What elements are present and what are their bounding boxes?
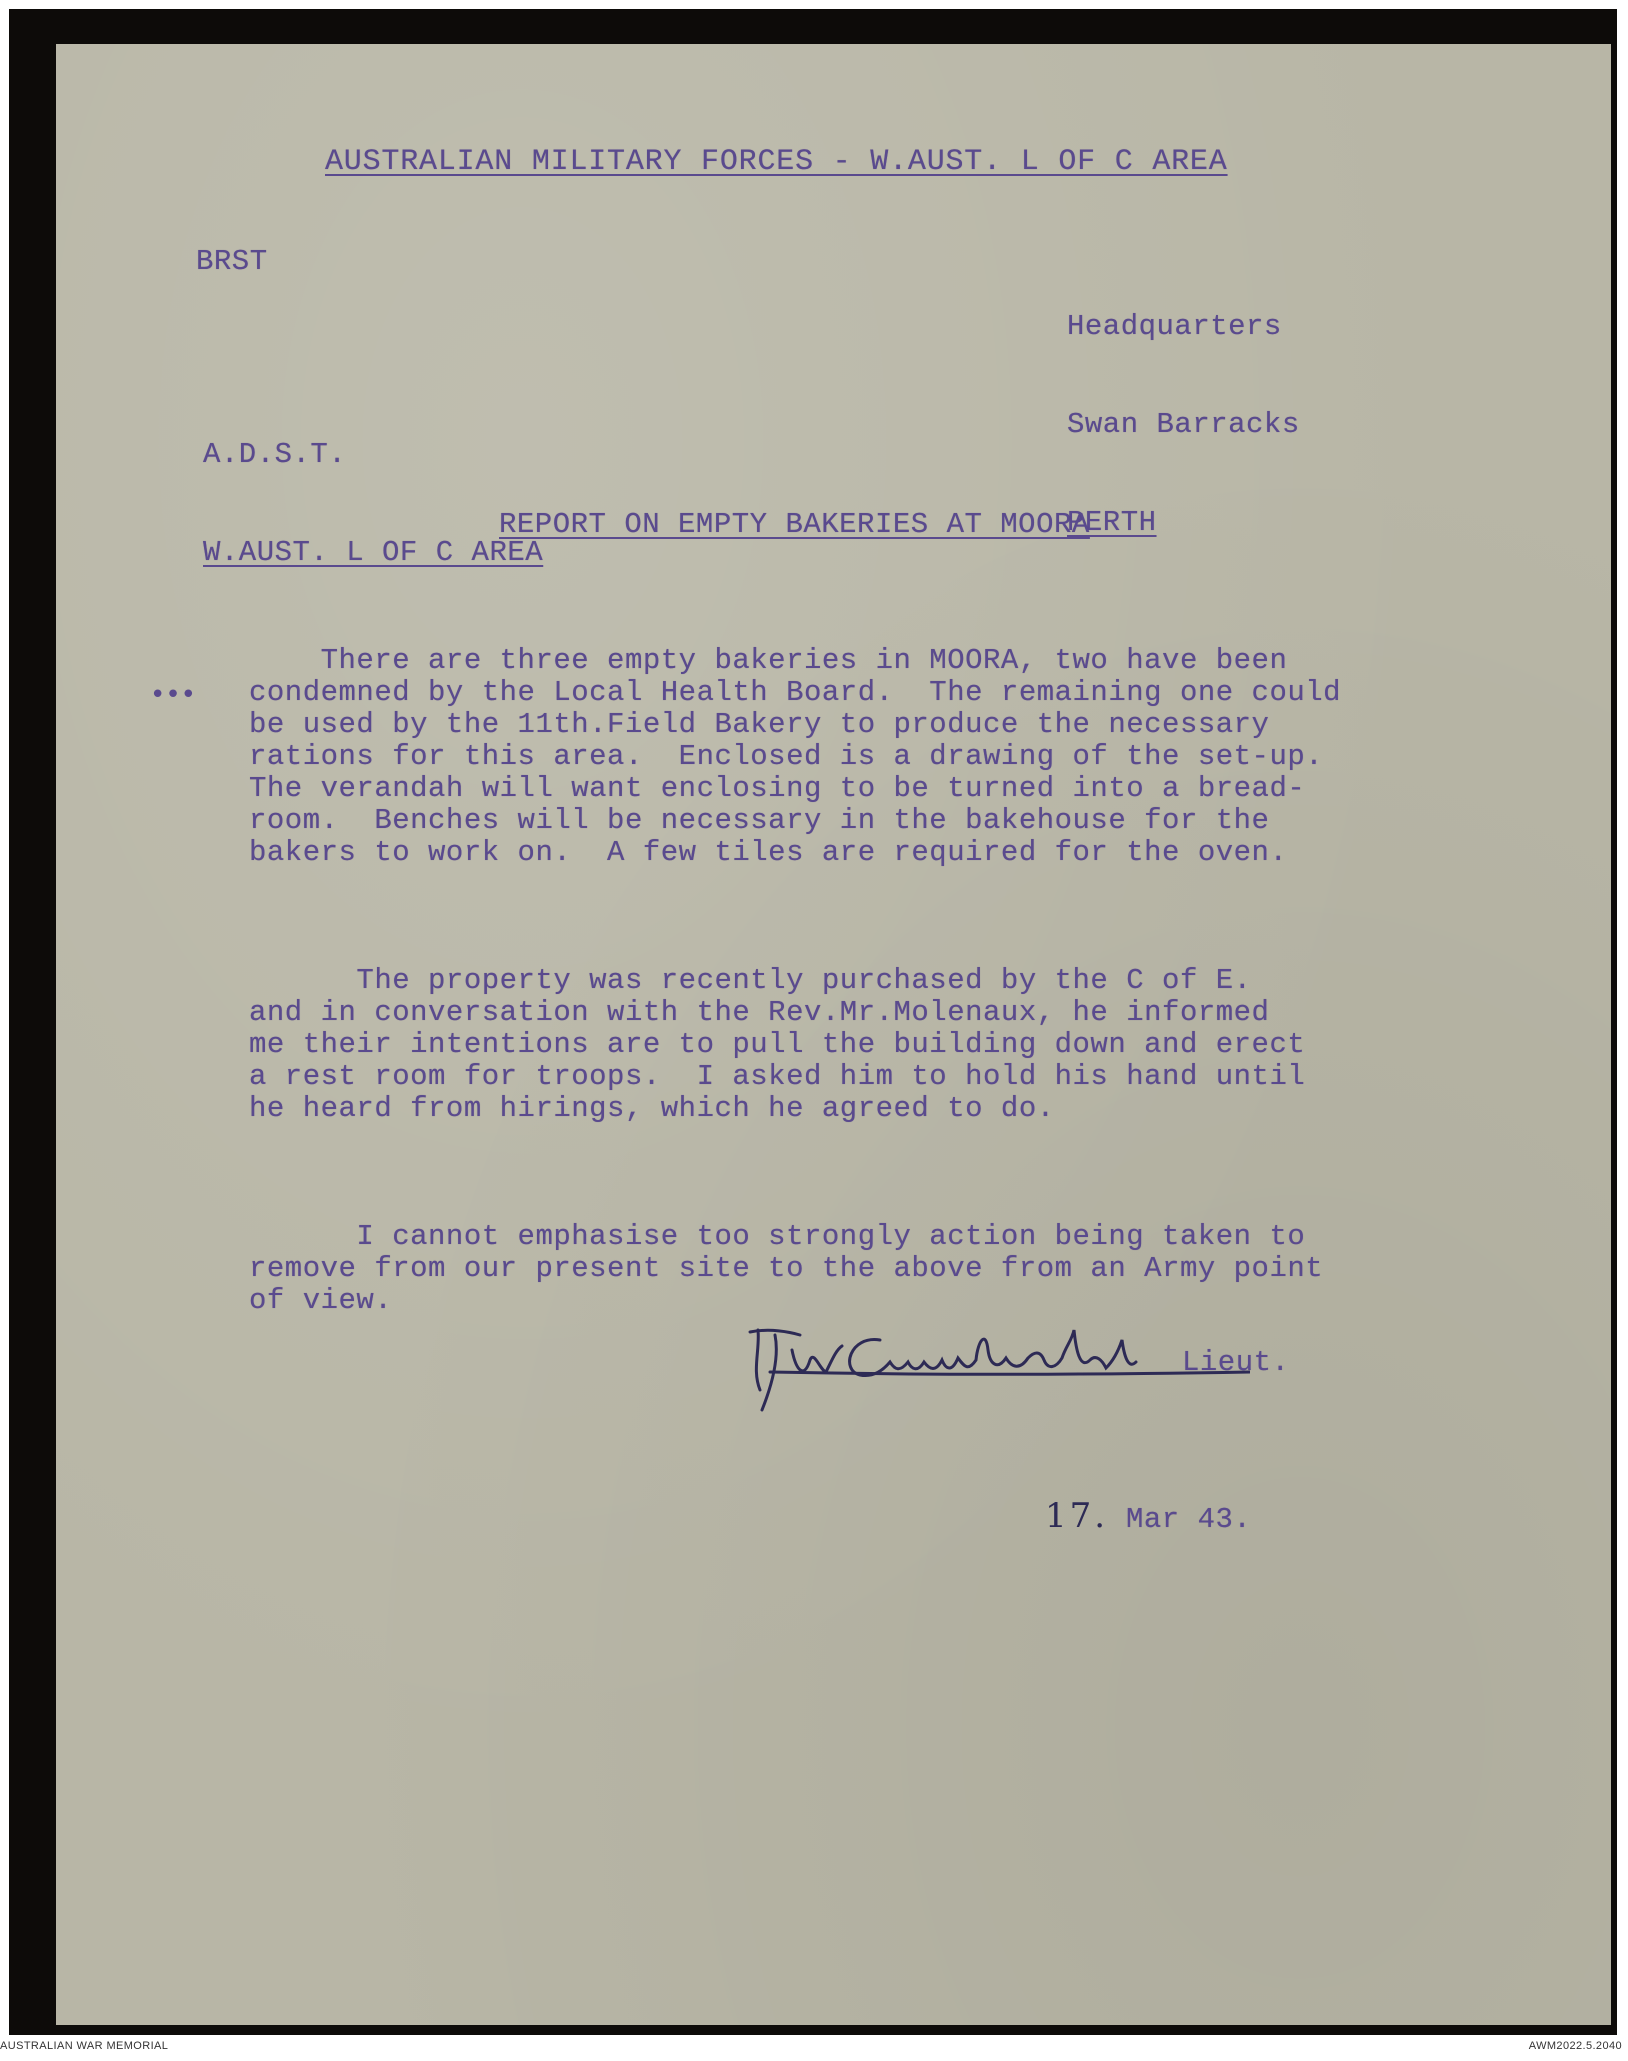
report-title: REPORT ON EMPTY BAKERIES AT MOORA: [499, 508, 1090, 541]
signatory-rank: Lieut.: [1182, 1346, 1290, 1379]
recipient-block: [203, 374, 543, 602]
letterhead: AUSTRALIAN MILITARY FORCES - W.AUST. L OF C AREA: [325, 145, 1228, 179]
paragraph-1: There are three empty bakeries in MOORA, two have been condemned by the Local Health Board. The remaining one could be used by the 11th.Field Bakery to produce the necessary rations for this area. Enclosed is a drawing of the set-up. The verandah will want enclosing to be turned into a bread- room. Benches will be necessary in the bakehouse for the bakers to work on. A few tiles are required for the oven.: [249, 644, 1342, 869]
report-body: [249, 581, 1341, 1381]
address-line-3: PERTH: [1067, 506, 1157, 539]
archive-credit: AUSTRALIAN WAR MEMORIAL: [0, 2040, 169, 2052]
recipient-line-2: W.AUST. L OF C AREA: [203, 536, 544, 569]
paragraph-3: I cannot emphasise too strongly action being taken to remove from our present site to the above from an Army point of view.: [249, 1220, 1324, 1317]
recipient-line-1: A.D.S.T.: [203, 438, 347, 471]
paragraph-2: The property was recently purchased by the C of E. and in conversation with the Rev.Mr.Molenaux, he informed me their intentions are to pull the building down and erect a rest room for troops. I asked him to hold his hand until he heard from hirings, which he agreed to do.: [249, 964, 1306, 1125]
date-month-year: Mar 43.: [1125, 1503, 1252, 1536]
sender-address: [1067, 246, 1300, 572]
reference-code: BRST: [196, 245, 268, 278]
address-line-2: Swan Barracks: [1067, 408, 1300, 441]
margin-mark: •••: [150, 680, 197, 710]
address-line-1: Headquarters: [1067, 310, 1282, 343]
signature: [730, 1310, 1250, 1420]
date-day: 17.: [1045, 1496, 1109, 1536]
date: [1045, 1496, 1252, 1536]
archive-reference: AWM2022.5.2040: [1528, 2040, 1622, 2052]
signature-graphic: [730, 1310, 1250, 1420]
